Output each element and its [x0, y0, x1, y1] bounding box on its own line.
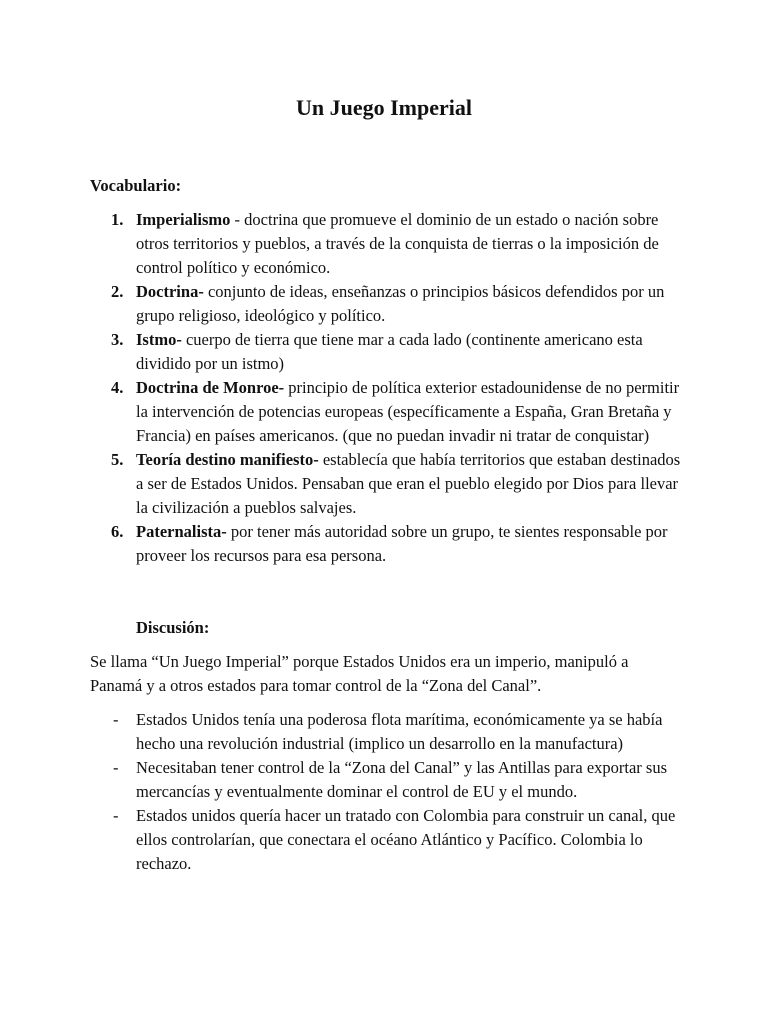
vocabulary-item: [90, 448, 685, 520]
item-number: 2.: [111, 282, 124, 301]
vocabulary-definition: conjunto de ideas, enseñanzas o principios básicos defendidos por un grupo religioso, ideológico y político.: [136, 282, 665, 325]
page-title: Un Juego Imperial: [296, 95, 472, 120]
bullet-text: Estados unidos quería hacer un tratado con Colombia para construir un canal, que ellos controlarían, que conectara el océano Atlántico y Pacífico. Colombia lo rechazo.: [136, 806, 676, 873]
vocabulary-term: Istmo-: [136, 330, 182, 349]
vocabulary-term: Teoría destino manifiesto-: [136, 450, 319, 469]
item-number: 4.: [111, 378, 124, 397]
bullet-item: [90, 708, 685, 756]
discussion-bullet-list: [90, 708, 685, 876]
vocabulary-item: [90, 280, 685, 328]
vocabulary-term: Doctrina-: [136, 282, 204, 301]
bullet-item: [90, 804, 685, 876]
item-number: 3.: [111, 330, 124, 349]
bullet-text: Necesitaban tener control de la “Zona del Canal” y las Antillas para exportar sus mercancías y eventualmente dominar el control de EU y el mundo.: [136, 758, 668, 801]
vocabulary-item: [90, 376, 685, 448]
item-number: 1.: [111, 210, 124, 229]
dash-bullet-icon: -: [113, 710, 119, 729]
vocabulary-item: [90, 520, 685, 568]
vocabulary-term: Doctrina de Monroe-: [136, 378, 285, 397]
item-number: 5.: [111, 450, 124, 469]
discussion-paragraph: Se llama “Un Juego Imperial” porque Estados Unidos era un imperio, manipuló a Panamá y a otros estados para tomar control de la “Zona del Canal”.: [90, 652, 629, 695]
vocabulary-definition: cuerpo de tierra que tiene mar a cada lado (continente americano esta dividido por un istmo): [136, 330, 643, 373]
vocabulary-heading: Vocabulario:: [90, 176, 182, 195]
discussion-heading: Discusión:: [136, 618, 210, 637]
vocabulary-term: Imperialismo: [136, 210, 231, 229]
dash-bullet-icon: -: [113, 806, 119, 825]
vocabulary-definition: establecía que había territorios que estaban destinados a ser de Estados Unidos. Pensaban que eran el pueblo elegido por Dios para llevar la civilización a pueblos salvajes.: [136, 450, 681, 517]
item-number: 6.: [111, 522, 124, 541]
vocabulary-term: Paternalista-: [136, 522, 227, 541]
vocabulary-definition: - doctrina que promueve el dominio de un estado o nación sobre otros territorios y pueblos, a través de la conquista de tierras o la imposición de control político y económico.: [136, 210, 659, 277]
vocabulary-item: [90, 328, 685, 376]
vocabulary-definition: por tener más autoridad sobre un grupo, te sientes responsable por proveer los recursos para esa persona.: [136, 522, 668, 565]
dash-bullet-icon: -: [113, 758, 119, 777]
bullet-item: [90, 756, 685, 804]
vocabulary-list: [90, 208, 685, 568]
vocabulary-item: [90, 208, 685, 280]
bullet-text: Estados Unidos tenía una poderosa flota marítima, económicamente ya se había hecho una revolución industrial (implico un desarrollo en la manufactura): [136, 710, 663, 753]
vocabulary-definition: principio de política exterior estadounidense de no permitir la intervención de potencias europeas (específicamente a España, Gran Bretaña y Francia) en países americanos. (que no puedan invadir ni tratar de conquistar): [136, 378, 680, 445]
